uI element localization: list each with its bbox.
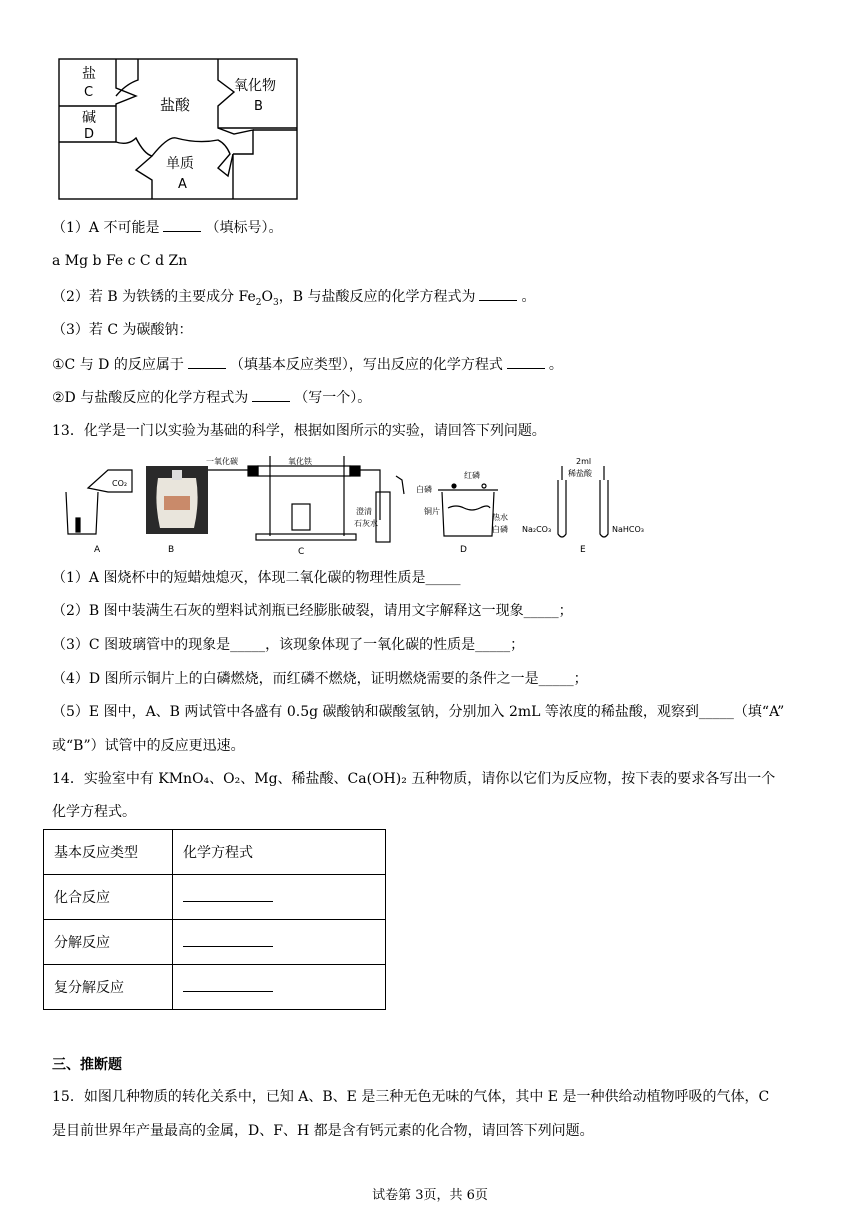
white-phosphorus-top-label: 白磷 [416,485,432,494]
fig-label-d: D [460,545,467,555]
equation-cell[interactable] [173,965,386,1010]
element-letter: A [178,177,187,192]
q12-options: a Mg b Fe c C d Zn [52,253,188,269]
q15-line-2: 是目前世界年产量最高的金属，D、F、H 都是含有钙元素的化合物，请回答下列问题。 [52,1123,594,1139]
base-letter: D [84,127,95,142]
q12-part1: （1）A 不可能是 （填标号）。 [52,217,282,238]
salt-letter: C [84,85,94,100]
nahco3-label: NaHCO₃ [612,525,644,534]
classification-diagram [58,58,298,200]
table-header-cell: 基本反应类型 [44,830,173,875]
answer-blank[interactable] [163,217,201,232]
salt-label: 盐 [82,66,96,82]
co-label: 一氧化碳 [206,457,238,466]
oxide-letter: B [254,99,263,114]
q13-q3: （3）C 图玻璃管中的现象是_____，该现象体现了一氧化碳的性质是_____； [52,637,525,653]
white-phosphorus-bottom-label: 白磷 [492,525,508,534]
equation-cell[interactable] [173,920,386,965]
fig-label-a: A [94,545,101,555]
q13-q2: （2）B 图中装满生石灰的塑料试剂瓶已经膨胀破裂，请用文字解释这一现象_____； [52,603,573,619]
acid-label: 盐酸 [160,96,191,114]
answer-blank[interactable] [507,354,545,369]
table-row [44,920,386,965]
fig-label-c: C [298,547,305,557]
dilute-hcl-label: 稀盐酸 [568,469,592,478]
q14-stem-1: 14．实验室中有 KMnO₄、O₂、Mg、稀盐酸、Ca(OH)₂ 五种物质，请你以它们为反应物，按下表的要求各写出一个 [52,771,776,787]
table-row [44,875,386,920]
na2co3-label: Na₂CO₃ [522,525,552,534]
answer-blank[interactable] [252,387,290,402]
q12-part3a: ①C 与 D 的反应属于 （填基本反应类型），写出反应的化学方程式 。 [52,354,563,375]
hot-water-label: 热水 [492,513,508,522]
q13-q5a: （5）E 图中，A、B 两试管中各盛有 0.5g 碳酸钠和碳酸氢钠，分别加入 2mL 等浓度的稀盐酸，观察到_____（填“A” [52,704,785,720]
q12-part3: （3）若 C 为碳酸钠： [52,322,193,338]
table-header-cell: 化学方程式 [173,830,386,875]
section-title: 三、推断题 [52,1057,122,1073]
answer-blank[interactable] [183,889,273,902]
fig-label-b: B [168,545,175,555]
q13-stem: 13．化学是一门以实验为基础的科学，根据如图所示的实验，请回答下列问题。 [52,423,546,439]
q12-part2: （2）若 B 为铁锈的主要成分 $Fe_2O_3$，B 与盐酸反应的化学方程式为 。 [52,286,535,313]
answer-blank[interactable] [479,286,517,301]
q13-q4: （4）D 图所示铜片上的白磷燃烧，而红磷不燃烧，证明燃烧需要的条件之一是_____； [52,671,588,687]
answer-blank[interactable] [183,979,273,992]
limewater-label-1: 澄清 [356,507,372,516]
copper-label: 铜片 [424,507,440,516]
q14-stem-2: 化学方程式。 [52,804,136,820]
q13-q1: （1）A 图烧杯中的短蜡烛熄灭，体现二氧化碳的物理性质是_____ [52,570,461,586]
fig-label-e: E [580,545,586,555]
reaction-type-cell: 化合反应 [44,875,173,920]
ml-label: 2ml [576,457,592,466]
answer-blank[interactable] [188,354,226,369]
red-phosphorus-label: 红磷 [464,471,480,480]
base-label: 碱 [82,110,96,126]
q12-part3b: ②D 与盐酸反应的化学方程式为 （写一个）。 [52,387,371,408]
reaction-table [43,829,386,1010]
equation-cell[interactable] [173,875,386,920]
experiment-figures [60,452,660,560]
q15-line-1: 15．如图几种物质的转化关系中，已知 A、B、E 是三种无色无味的气体，其中 E 是一种供给动植物呼吸的气体，C [52,1089,770,1105]
element-label: 单质 [166,156,194,172]
q13-q5b: 或“B”）试管中的反应更迅速。 [52,738,245,754]
fe2o3-label: 氧化铁 [288,457,312,466]
reaction-type-cell: 分解反应 [44,920,173,965]
answer-blank[interactable] [183,934,273,947]
reaction-type-cell: 复分解反应 [44,965,173,1010]
co2-label: CO₂ [112,479,128,488]
table-header-row [44,830,386,875]
limewater-label-2: 石灰水 [354,519,378,528]
oxide-label: 氧化物 [234,78,276,94]
table-row [44,965,386,1010]
page-footer: 试卷第 3页，共 6页 [372,1188,488,1203]
